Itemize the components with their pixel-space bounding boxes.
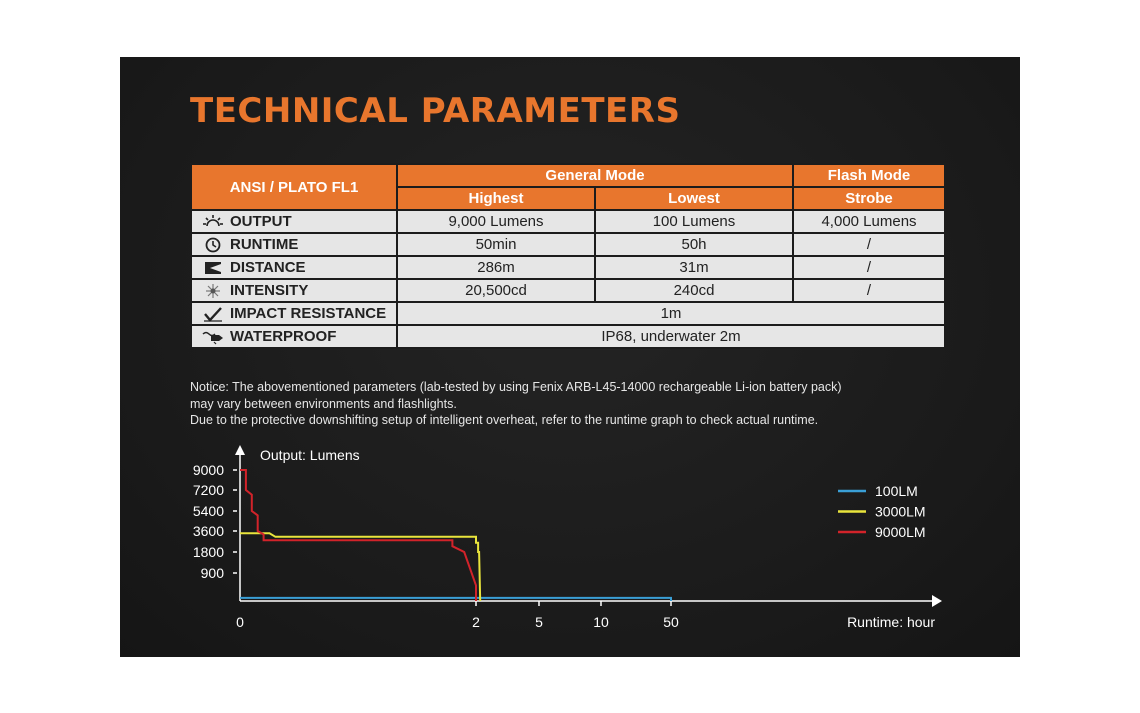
notice-line: may vary between environments and flashlights.	[190, 396, 457, 411]
series-line-9000LM	[240, 470, 476, 601]
highest-header: Highest	[397, 187, 595, 210]
table-corner-header: ANSI / PLATO FL1	[191, 164, 397, 210]
row-label-output: OUTPUT	[191, 210, 397, 233]
x-tick-label: 5	[535, 614, 543, 630]
output-lowest: 100 Lumens	[595, 210, 793, 233]
x-tick-label: 0	[236, 614, 244, 630]
distance-highest: 286m	[397, 256, 595, 279]
x-axis-arrow	[932, 595, 942, 607]
y-tick-label: 9000	[192, 462, 224, 478]
runtime-strobe: /	[793, 233, 945, 256]
distance-lowest: 31m	[595, 256, 793, 279]
waterproof-value: IP68, underwater 2m	[397, 325, 945, 348]
general-mode-header: General Mode	[397, 164, 793, 187]
y-axis-label: Output: Lumens	[260, 447, 360, 463]
output-highest: 9,000 Lumens	[397, 210, 595, 233]
legend-label: 9000LM	[875, 524, 926, 540]
runtime-highest: 50min	[397, 233, 595, 256]
x-axis-label: Runtime: hour	[847, 614, 935, 630]
page-title: TECHNICAL PARAMETERS	[190, 91, 681, 131]
row-label-runtime: RUNTIME	[191, 233, 397, 256]
output-strobe: 4,000 Lumens	[793, 210, 945, 233]
x-tick-label: 2	[472, 614, 480, 630]
y-tick-label: 3600	[192, 523, 224, 539]
x-tick-label: 10	[593, 614, 609, 630]
row-label-intensity: INTENSITY	[191, 279, 397, 302]
notice-line: Notice: The abovementioned parameters (lab-tested by using Fenix ARB-L45-14000 rechargeable Li-ion battery pack)	[190, 380, 842, 394]
intensity-strobe: /	[793, 279, 945, 302]
impact-value: 1m	[397, 302, 945, 325]
row-label-impact: IMPACT RESISTANCE	[191, 302, 397, 325]
row-label-waterproof: WATERPROOF	[191, 325, 397, 348]
intensity-lowest: 240cd	[595, 279, 793, 302]
flash-mode-header: Flash Mode	[793, 164, 945, 187]
x-tick-label: 50	[663, 614, 679, 630]
y-axis-arrow	[235, 445, 245, 455]
strobe-header: Strobe	[793, 187, 945, 210]
runtime-lowest: 50h	[595, 233, 793, 256]
intensity-highest: 20,500cd	[397, 279, 595, 302]
y-tick-label: 1800	[192, 544, 224, 560]
y-tick-label: 5400	[192, 503, 224, 519]
legend-label: 3000LM	[875, 503, 926, 520]
y-tick-label: 7200	[192, 482, 224, 498]
notice-line: Due to the protective downshifting setup of intelligent overheat, refer to the runtime graph to check actual runtime.	[190, 413, 819, 427]
distance-strobe: /	[793, 256, 945, 279]
series-line-3000LM	[240, 533, 480, 601]
legend-label: 100LM	[875, 483, 918, 499]
row-label-distance: DISTANCE	[191, 256, 397, 279]
y-tick-label: 900	[200, 565, 224, 581]
lowest-header: Lowest	[595, 187, 793, 210]
